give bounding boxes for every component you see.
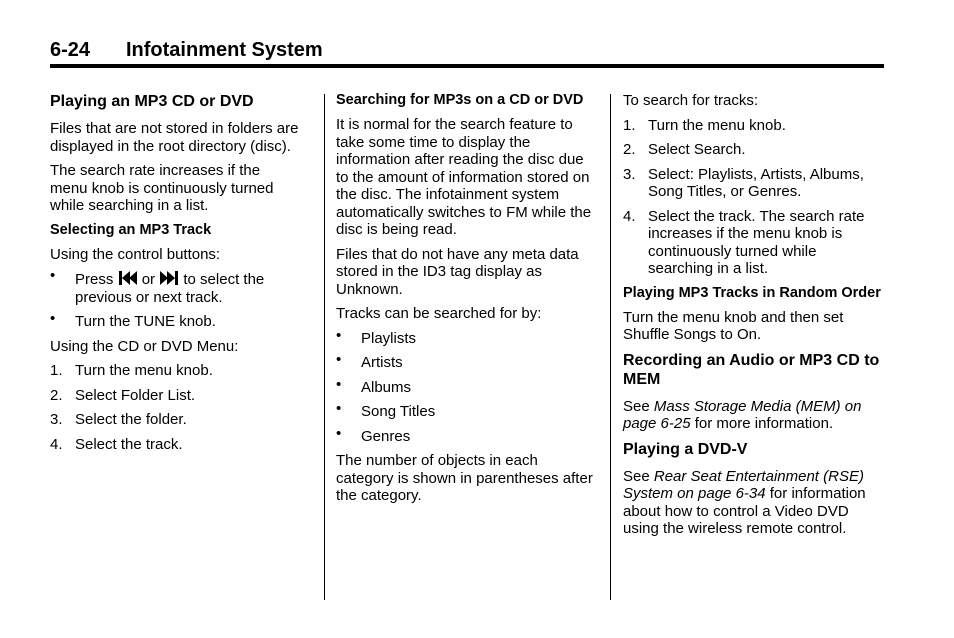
- list-item: 1. Turn the menu knob.: [623, 116, 786, 134]
- list-item: 4. Select the track.: [50, 435, 183, 453]
- bullet-marker: •: [336, 351, 342, 368]
- paragraph: Files that do not have any meta data stored in the ID3 tag display as Unknown.: [336, 245, 579, 298]
- list-item: 1. Turn the menu knob.: [50, 362, 213, 379]
- list-item: 4. Select the track. The search rate increases if the menu knob is continuously turned while searching in a list.: [623, 207, 865, 277]
- section-heading: Playing an MP3 CD or DVD: [50, 93, 254, 110]
- paragraph: It is normal for the search feature to take some time to display the information after reading the disc due to the amount of information stored on the disc. The infotainment system automatically switches to FM while the disc is being read.: [336, 116, 592, 238]
- page-header: [50, 38, 884, 68]
- bullet-marker: •: [336, 326, 342, 344]
- bullet-list: [50, 267, 300, 331]
- list-item: 3. Select the folder.: [50, 411, 187, 428]
- cross-reference-link[interactable]: Mass Storage Media (MEM) on page 6-25: [623, 397, 862, 432]
- bullet-marker: •: [336, 375, 342, 393]
- column-divider: [324, 94, 325, 600]
- list-item: • Genres: [336, 424, 411, 445]
- chapter-title: Infotainment System: [126, 39, 323, 61]
- list-item: 2. Select Folder List.: [50, 386, 196, 404]
- list-item: • Press or to select the previous or next track.: [50, 267, 265, 306]
- paragraph: Using the control buttons:: [50, 245, 221, 263]
- seek-forward-icon: [159, 270, 179, 286]
- list-item: • Song Titles: [336, 400, 436, 420]
- bullet-marker: •: [50, 310, 56, 327]
- paragraph: Turn the menu knob and then set Shuffle Songs to On.: [623, 308, 844, 343]
- list-item: 2. Select Search.: [623, 141, 746, 158]
- subsection-heading: Searching for MP3s on a CD or DVD: [336, 92, 584, 108]
- bullet-marker: •: [336, 400, 342, 417]
- paragraph: See Rear Seat Entertainment (RSE) System on page 6-34 for information about how to control a Video DVD using the wireless remote control.: [623, 467, 866, 537]
- paragraph: To search for tracks:: [623, 92, 759, 109]
- section-heading: Playing a DVD-V: [623, 440, 748, 458]
- list-item: 3. Select: Playlists, Artists, Albums, Song Titles, or Genres.: [623, 165, 864, 200]
- cross-reference-link[interactable]: Rear Seat Entertainment (RSE) System on page 6-34: [623, 467, 864, 502]
- paragraph: The search rate increases if the menu knob is continuously turned while searching in a list.: [50, 162, 274, 214]
- bullet-marker: •: [336, 424, 342, 442]
- list-item: • Turn the TUNE knob.: [50, 310, 216, 330]
- column-1: [50, 92, 300, 460]
- paragraph: Tracks can be searched for by:: [336, 305, 542, 322]
- paragraph: Using the CD or DVD Menu:: [50, 337, 239, 355]
- list-item: • Albums: [336, 375, 412, 396]
- bullet-marker: •: [50, 267, 56, 284]
- list-item: • Playlists: [336, 326, 417, 347]
- bullet-list: [336, 326, 598, 446]
- subsection-heading: Playing MP3 Tracks in Random Order: [623, 284, 881, 301]
- numbered-list: [50, 362, 300, 453]
- paragraph: The number of objects in each category is shown in parentheses after the category.: [336, 452, 593, 504]
- seek-back-icon: [118, 270, 138, 286]
- list-item: • Artists: [336, 351, 403, 371]
- section-heading: Recording an Audio or MP3 CD to MEM: [623, 351, 880, 388]
- column-divider: [610, 94, 611, 600]
- column-2: [336, 92, 598, 512]
- column-3: [623, 92, 885, 545]
- paragraph: Files that are not stored in folders are displayed in the root directory (disc).: [50, 120, 299, 155]
- numbered-list: [623, 117, 885, 278]
- page-number: 6-24: [50, 39, 91, 61]
- paragraph: See Mass Storage Media (MEM) on page 6-25 for more information.: [623, 397, 862, 432]
- subsection-heading: Selecting an MP3 Track: [50, 221, 212, 238]
